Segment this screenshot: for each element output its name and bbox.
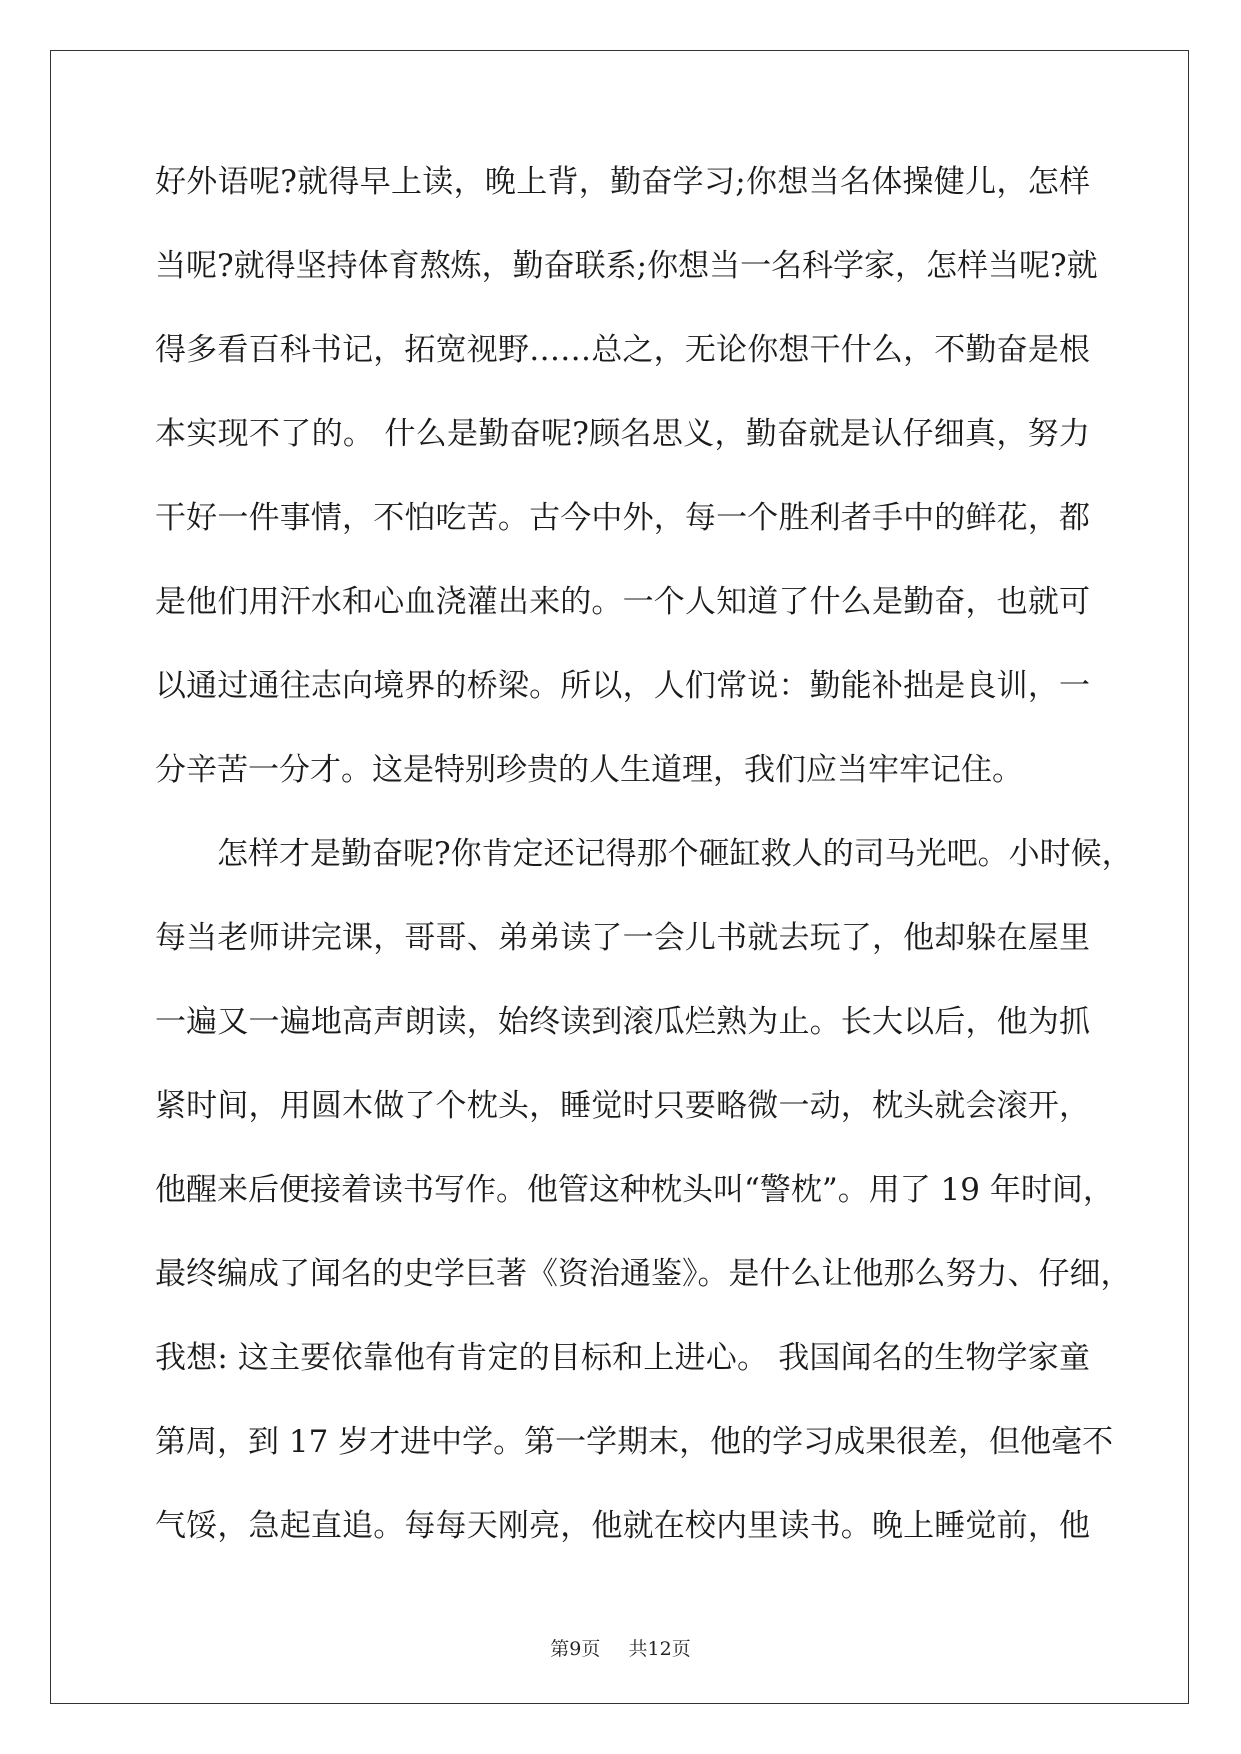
- text-line: 当呢?就得坚持体育熬炼，勤奋联系;你想当一名科学家，怎样当呢?就: [155, 248, 1098, 284]
- text-line: 第周，到 17 岁才进中学。第一学期末，他的学习成果很差，但他毫不: [155, 1424, 1114, 1460]
- text-line: 每当老师讲完课，哥哥、弟弟读了一会儿书就去玩了，他却躲在屋里: [155, 920, 1090, 956]
- text-line: 好外语呢?就得早上读，晚上背，勤奋学习;你想当名体操健儿，怎样: [155, 164, 1090, 200]
- text-line: 最终编成了闻名的史学巨著《资治通鉴》。是什么让他那么努力、仔细，: [155, 1256, 1132, 1292]
- text-line: 本实现不了的。 什么是勤奋呢?顾名思义，勤奋就是认仔细真，努力: [155, 416, 1090, 452]
- text-line: 是他们用汗水和心血浇灌出来的。一个人知道了什么是勤奋，也就可: [155, 584, 1090, 620]
- document-body: [155, 157, 1133, 1585]
- page-number: 第9页: [550, 1638, 601, 1660]
- text-line: 气馁，急起直追。每每天刚亮，他就在校内里读书。晚上睡觉前，他: [155, 1508, 1090, 1544]
- text-line: 怎样才是勤奋呢?你肯定还记得那个砸缸救人的司马光吧。小时候，: [155, 836, 1133, 872]
- text-line: 我想: 这主要依靠他有肯定的目标和上进心。 我国闻名的生物学家童: [155, 1340, 1090, 1376]
- text-line: 一遍又一遍地高声朗读，始终读到滚瓜烂熟为止。长大以后，他为抓: [155, 1004, 1090, 1040]
- text-line: 他醒来后便接着读书写作。他管这种枕头叫“警枕”。用了 19 年时间，: [155, 1172, 1114, 1208]
- text-line: 得多看百科书记，拓宽视野……总之，无论你想干什么，不勤奋是根: [155, 332, 1090, 368]
- text-line: 干好一件事情，不怕吃苦。古今中外，每一个胜利者手中的鲜花，都: [155, 500, 1090, 536]
- text-line: 以通过通往志向境界的桥梁。所以，人们常说：勤能补拙是良训，一: [155, 668, 1090, 704]
- page-footer: [0, 1634, 1241, 1661]
- page-total: 共12页: [628, 1638, 691, 1660]
- text-line: 分辛苦一分才。这是特别珍贵的人生道理，我们应当牢牢记住。: [155, 752, 1023, 788]
- text-line: 紧时间，用圆木做了个枕头，睡觉时只要略微一动，枕头就会滚开，: [155, 1088, 1090, 1124]
